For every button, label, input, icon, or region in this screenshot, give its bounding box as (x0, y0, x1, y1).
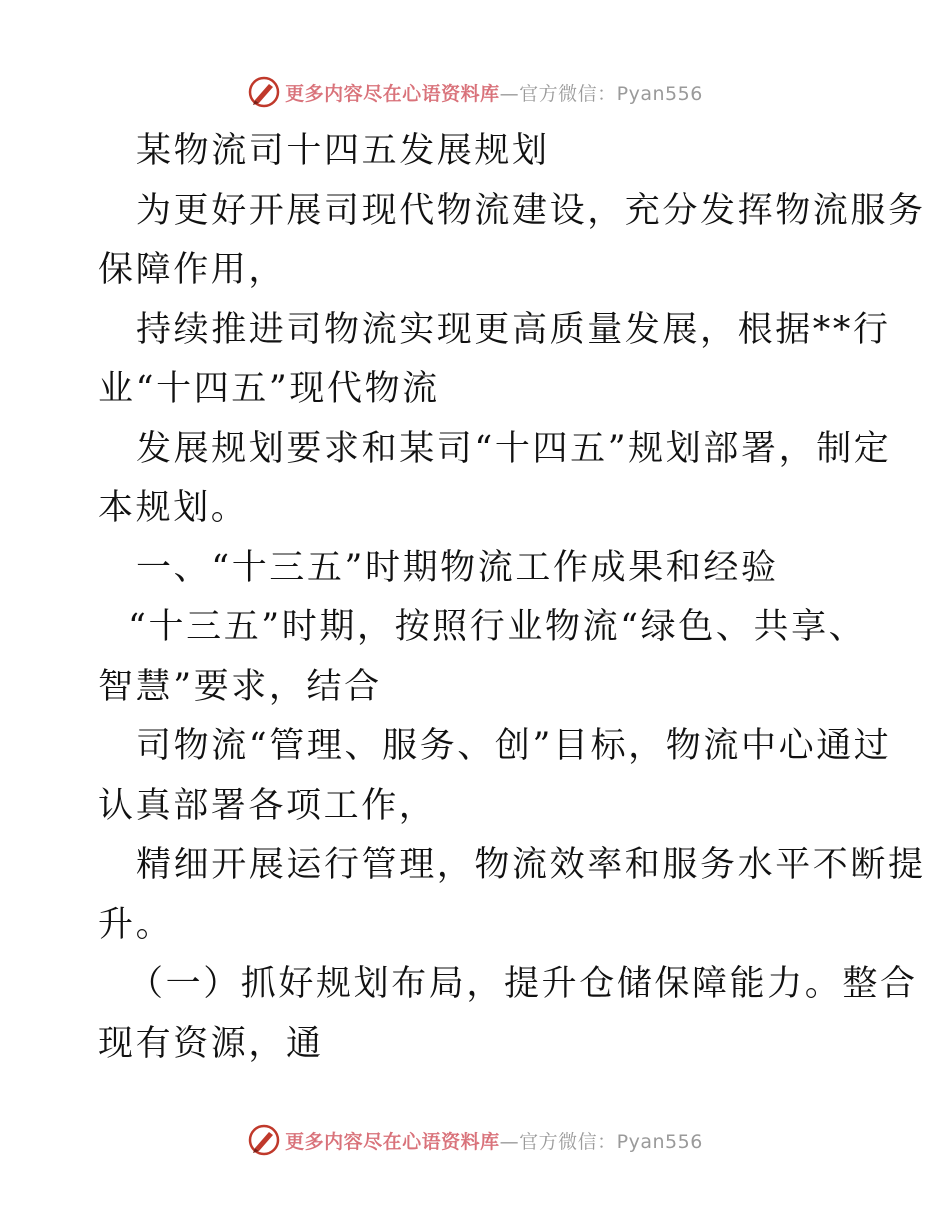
watermark-text (285, 79, 703, 106)
watermark-text (285, 1127, 703, 1154)
pen-logo-icon (247, 75, 281, 109)
paragraph-line: 现有资源，通 (98, 1023, 324, 1064)
paragraph-line: 发展规划要求和某司“十四五”规划部署，制定 (136, 428, 892, 469)
subsection-heading: （一）抓好规划布局，提升仓储保障能力。整合 (128, 964, 918, 1004)
paragraph-line: 持续推进司物流实现更高质量发展，根据**行 (136, 309, 891, 350)
paragraph-line: 司物流“管理、服务、创”目标，物流中心通过 (136, 726, 892, 766)
paragraph-line: 本规划。 (98, 488, 249, 528)
watermark-brand: 更多内容尽在心语资料库 (285, 82, 500, 105)
pen-logo-icon (247, 1123, 281, 1157)
paragraph-line: 认真部署各项工作， (98, 785, 437, 826)
header-watermark (0, 72, 950, 112)
section-heading: 一、“十三五”时期物流工作成果和经验 (136, 547, 779, 588)
watermark-wechat: —官方微信：Pyan556 (499, 82, 703, 105)
paragraph-line: 升。 (98, 904, 174, 945)
paragraph-line: “十三五”时期，按照行业物流“绿色、共享、 (128, 607, 867, 647)
document-body (98, 122, 926, 1074)
paragraph-line: 为更好开展司现代物流建设，充分发挥物流服务 (136, 190, 926, 231)
paragraph-line: 保障作用， (98, 250, 287, 290)
paragraph-line: 业“十四五”现代物流 (98, 369, 440, 409)
document-title: 某物流司十四五发展规划 (136, 131, 550, 171)
paragraph-line: 精细开展运行管理，物流效率和服务水平不断提 (136, 845, 926, 885)
paragraph-line: 智慧”要求，结合 (98, 666, 382, 707)
watermark-wechat: —官方微信：Pyan556 (499, 1130, 703, 1153)
watermark-brand: 更多内容尽在心语资料库 (285, 1130, 500, 1153)
footer-watermark (0, 1120, 950, 1160)
